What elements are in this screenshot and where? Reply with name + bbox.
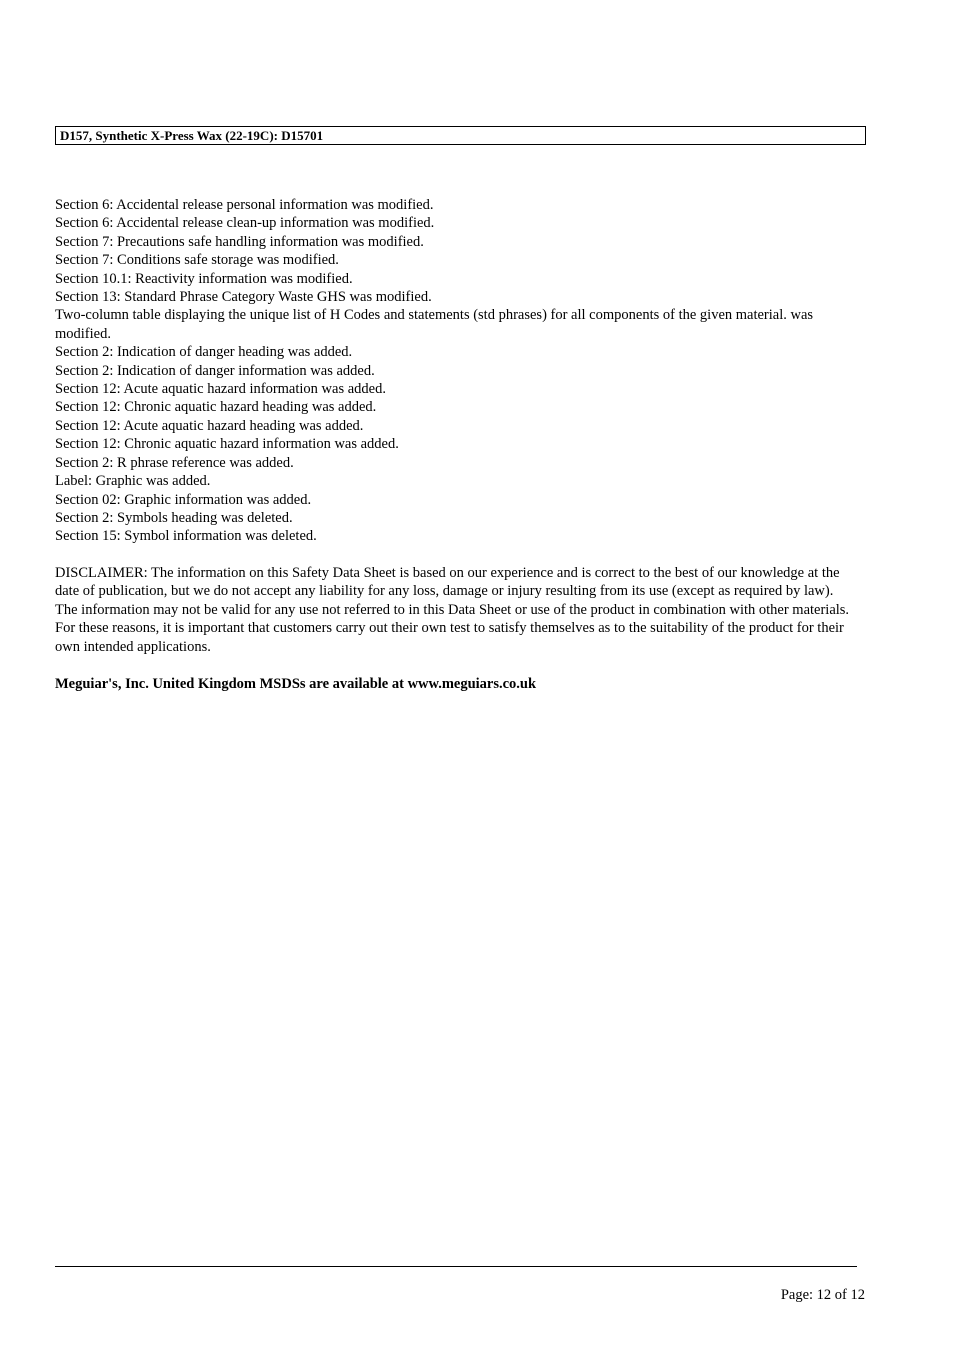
list-item: Section 02: Graphic information was added. [55, 491, 312, 508]
list-item: Section 2: R phrase reference was added. [55, 454, 294, 471]
page-number: Page: 12 of 12 [780, 1287, 865, 1303]
availability-note: Meguiar's, Inc. United Kingdom MSDSs are available at www.meguiars.co.uk [55, 676, 537, 692]
list-item: Section 10.1: Reactivity information was modified. [55, 270, 353, 287]
list-item: Section 13: Standard Phrase Category Waste GHS was modified. [55, 289, 432, 306]
list-item: Section 7: Conditions safe storage was modified. [55, 252, 339, 269]
list-item: Section 12: Acute aquatic hazard heading was added. [55, 417, 364, 434]
list-item: Section 2: Symbols heading was deleted. [55, 509, 293, 526]
list-item: Two-column table displaying the unique list of H Codes and statements (std phrases) for all components of the given material. was modified. [55, 307, 814, 342]
list-item: Label: Graphic was added. [55, 473, 211, 490]
list-item: Section 15: Symbol information was deleted. [55, 528, 317, 545]
document-header [55, 126, 866, 145]
list-item: Section 6: Accidental release clean-up information was modified. [55, 215, 435, 232]
revision-changes-list [55, 196, 855, 546]
list-item: Section 6: Accidental release personal information was modified. [55, 197, 434, 213]
disclaimer-paragraph: DISCLAIMER: The information on this Safety Data Sheet is based on our experience and is correct to the best of our knowledge at the date of publication, but we do not accept any liability for any loss, damage or injury resulting from its use (except as required by law). The information may not be valid for any use not referred to in this Data Sheet or use of the product in combination with other materials. For these reasons, it is important that customers carry out their own test to satisfy themselves as to the suitability of the product for their own intended applications. [55, 565, 850, 655]
footer-divider [55, 1266, 857, 1267]
list-item: Section 2: Indication of danger information was added. [55, 362, 375, 379]
list-item: Section 12: Chronic aquatic hazard heading was added. [55, 399, 377, 416]
list-item: Section 12: Chronic aquatic hazard information was added. [55, 436, 399, 453]
list-item: Section 12: Acute aquatic hazard information was added. [55, 381, 386, 398]
list-item: Section 7: Precautions safe handling information was modified. [55, 233, 424, 250]
list-item: Section 2: Indication of danger heading was added. [55, 344, 353, 361]
document-title: D157, Synthetic X-Press Wax (22-19C): D15701 [60, 128, 324, 143]
